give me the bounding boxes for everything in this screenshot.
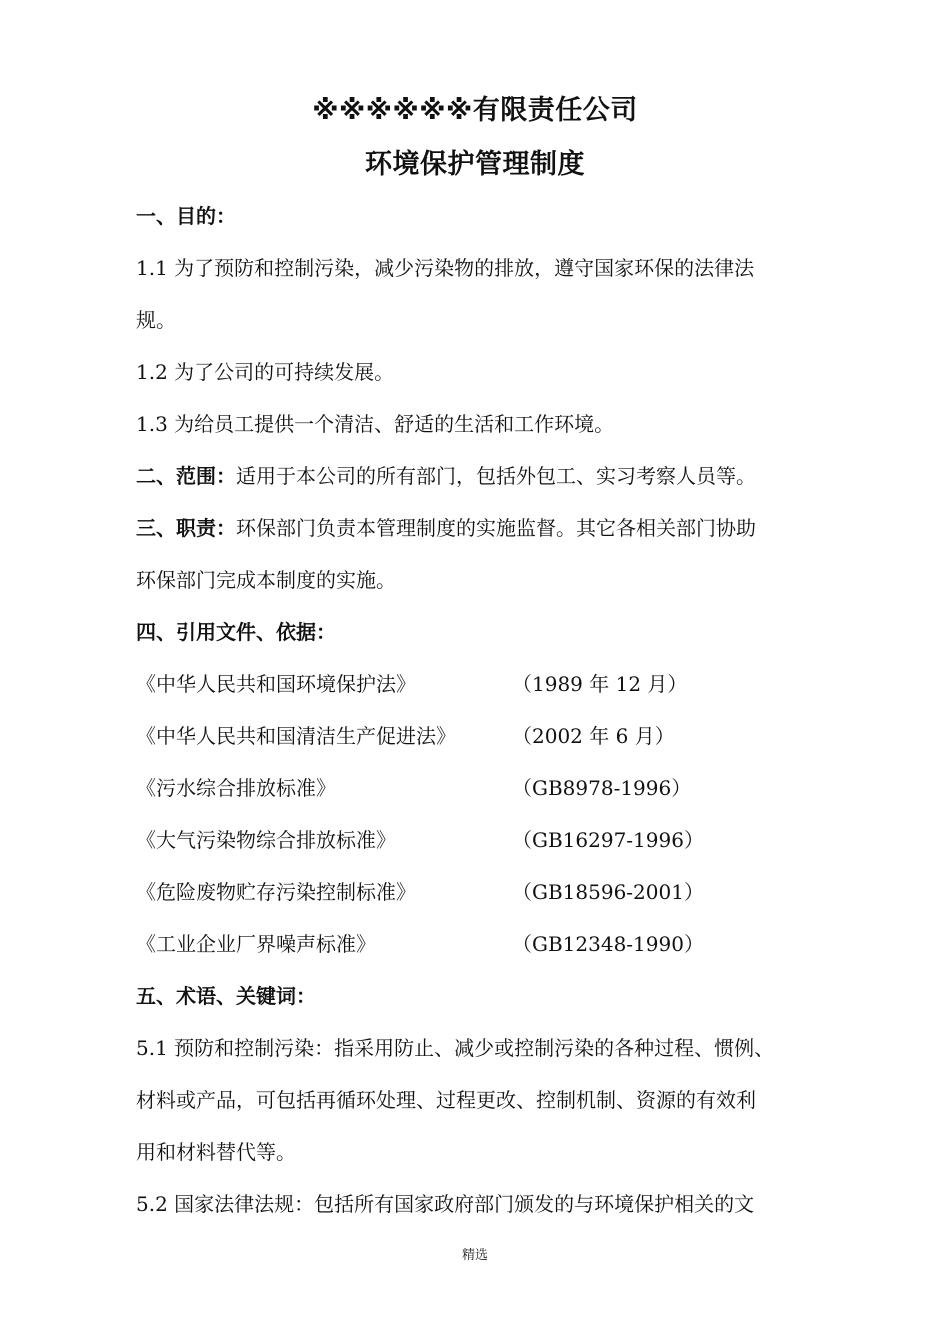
section-3 [136,513,756,543]
section-5-heading: 五、术语、关键词： [136,984,316,1008]
reference-name: 《危险废物贮存污染控制标准》 [136,880,416,904]
section-5-item-1-line-3: 用和材料替代等。 [136,1140,296,1164]
reference-code: （2002 年 6 月） [512,724,675,748]
section-1-item-1-line-2: 规。 [136,308,176,332]
document-title: 环境保护管理制度 [365,149,585,180]
section-1-item-2: 1.2 为了公司的可持续发展。 [136,360,395,384]
section-1-heading: 一、目的： [136,204,236,228]
section-5-item-1-line-1: 5.1 预防和控制污染：指采用防止、减少或控制污染的各种过程、惯例、 [136,1036,775,1060]
section-3-text-line-2: 环保部门完成本制度的实施。 [136,568,396,592]
reference-name: 《中华人民共和国环境保护法》 [136,672,416,696]
reference-code: （GB18596-2001） [512,880,704,904]
section-5-item-1-line-2: 材料或产品，可包括再循环处理、过程更改、控制机制、资源的有效利 [136,1088,756,1112]
reference-code: （GB16297-1996） [512,828,704,852]
reference-name: 《中华人民共和国清洁生产促进法》 [136,724,456,748]
reference-code: （GB12348-1990） [512,932,704,956]
section-4-heading: 四、引用文件、依据： [136,620,336,644]
reference-name: 《工业企业厂界噪声标准》 [136,932,376,956]
section-1-item-1-line-1: 1.1 为了预防和控制污染，减少污染物的排放，遵守国家环保的法律法 [136,256,755,280]
section-3-heading: 三、职责： [136,516,236,540]
reference-name: 《大气污染物综合排放标准》 [136,828,396,852]
company-title: ※※※※※※有限责任公司 [312,95,638,126]
section-3-text-line-1: 环保部门负责本管理制度的实施监督。其它各相关部门协助 [236,516,756,540]
reference-code: （GB8978-1996） [512,776,692,800]
section-2-heading: 二、范围： [136,464,236,488]
section-5-item-2-line-1: 5.2 国家法律法规：包括所有国家政府部门颁发的与环境保护相关的文 [136,1192,755,1216]
page-footer: 精选 [461,1248,488,1263]
reference-name: 《污水综合排放标准》 [136,776,336,800]
reference-code: （1989 年 12 月） [512,672,688,696]
section-2-text: 适用于本公司的所有部门，包括外包工、实习考察人员等。 [236,464,756,488]
section-2 [136,461,756,491]
section-1-item-3: 1.3 为给员工提供一个清洁、舒适的生活和工作环境。 [136,412,615,436]
